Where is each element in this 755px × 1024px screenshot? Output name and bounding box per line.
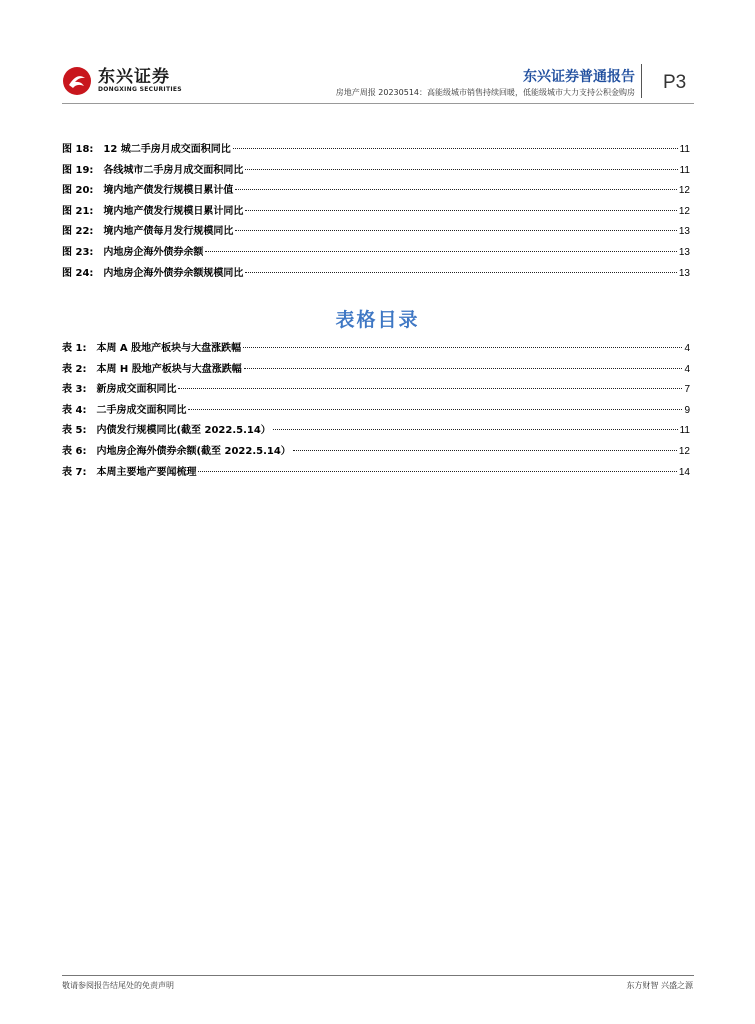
- toc-entry-page[interactable]: 11: [679, 144, 690, 155]
- toc-entry-number: 表 2:: [62, 363, 87, 375]
- figures-toc-list: [62, 140, 690, 284]
- toc-entry-number: 图 19:: [62, 164, 94, 176]
- toc-leader-dots: [244, 368, 683, 369]
- toc-entry-number: 图 21:: [62, 205, 94, 217]
- toc-entry-page[interactable]: 13: [678, 246, 690, 258]
- logo-english-name: DONGXING SECURITIES: [98, 86, 182, 93]
- toc-entry-title[interactable]: 新房成交面积同比: [96, 384, 177, 396]
- toc-entry-number: 图 22:: [62, 226, 94, 238]
- toc-leader-dots: [198, 471, 676, 472]
- report-type-title: 东兴证券普通报告: [523, 69, 635, 85]
- toc-entry-number: 图 23:: [62, 246, 94, 258]
- toc-entry-title[interactable]: 境内地产债发行规模日累计值: [103, 185, 234, 197]
- toc-entry-page[interactable]: 13: [678, 267, 690, 279]
- toc-entry-number: 表 3:: [62, 384, 87, 396]
- toc-entry-title[interactable]: 境内地产债发行规模日累计同比: [103, 205, 244, 217]
- toc-entry-number: 表 4:: [62, 404, 87, 416]
- toc-leader-dots: [235, 189, 676, 190]
- table-toc-entry[interactable]: [62, 421, 690, 442]
- table-toc-entry[interactable]: [62, 380, 690, 401]
- header-divider: [641, 64, 642, 98]
- toc-entry-title[interactable]: 本周 H 股地产板块与大盘涨跌幅: [96, 363, 242, 375]
- footer-slogan: 东方财智 兴盛之源: [626, 981, 693, 990]
- toc-entry-title[interactable]: 内债发行规模同比(截至 2022.5.14）: [96, 425, 271, 437]
- toc-entry-page[interactable]: 11: [679, 164, 690, 176]
- table-toc-entry[interactable]: [62, 360, 690, 381]
- toc-entry-title[interactable]: 内地房企海外债券余额规模同比: [103, 267, 244, 279]
- toc-entry-number: 图 20:: [62, 185, 94, 197]
- table-toc-entry[interactable]: [62, 339, 690, 360]
- toc-entry-number: 图 18:: [62, 144, 94, 155]
- toc-entry-title[interactable]: 境内地产债每月发行规模同比: [103, 226, 234, 238]
- figure-toc-entry[interactable]: [62, 161, 690, 182]
- toc-leader-dots: [245, 272, 676, 273]
- toc-entry-number: 表 7:: [62, 466, 87, 478]
- table-toc-entry[interactable]: [62, 442, 690, 463]
- toc-entry-number: 表 6:: [62, 445, 87, 457]
- tables-toc-list: [62, 339, 690, 483]
- figure-toc-entry[interactable]: [62, 181, 690, 202]
- toc-entry-title[interactable]: 12 城二手房月成交面积同比: [103, 144, 231, 155]
- tables-toc-heading: 表格目录: [335, 309, 420, 331]
- toc-leader-dots: [188, 409, 682, 410]
- toc-leader-dots: [233, 148, 678, 149]
- logo-chinese-name: 东兴证券: [98, 67, 170, 87]
- toc-entry-title[interactable]: 内地房企海外债券余额(截至 2022.5.14）: [96, 445, 291, 457]
- dongxing-logo-icon: [62, 66, 92, 96]
- toc-leader-dots: [245, 169, 677, 170]
- toc-entry-page[interactable]: 13: [678, 226, 690, 238]
- toc-leader-dots: [243, 347, 682, 348]
- toc-entry-title[interactable]: 内地房企海外债券余额: [103, 246, 204, 258]
- figure-toc-entry[interactable]: [62, 264, 690, 285]
- figure-toc-entry[interactable]: [62, 140, 690, 161]
- toc-entry-title[interactable]: 本周主要地产要闻梳理: [96, 466, 197, 478]
- toc-entry-title[interactable]: 各线城市二手房月成交面积同比: [103, 164, 244, 176]
- toc-entry-title[interactable]: 二手房成交面积同比: [96, 404, 187, 416]
- disclaimer-note: 敬请参阅报告结尾处的免责声明: [62, 981, 174, 990]
- toc-leader-dots: [293, 450, 677, 451]
- toc-entry-page[interactable]: 12: [678, 185, 690, 197]
- toc-entry-page[interactable]: 11: [679, 425, 690, 437]
- page-number: P3: [663, 72, 687, 93]
- toc-entry-page[interactable]: 4: [684, 343, 690, 354]
- toc-entry-number: 表 1:: [62, 343, 87, 354]
- report-subtitle: 房地产周报 20230514：高能级城市销售持续回暖，低能级城市大力支持公积金购房: [335, 88, 635, 97]
- toc-leader-dots: [245, 210, 676, 211]
- toc-entry-number: 图 24:: [62, 267, 94, 279]
- toc-leader-dots: [178, 388, 682, 389]
- toc-entry-number: 表 5:: [62, 425, 87, 437]
- toc-leader-dots: [205, 251, 676, 252]
- footer-rule: [62, 975, 694, 976]
- table-toc-entry[interactable]: [62, 401, 690, 422]
- page-header: [0, 0, 755, 110]
- table-toc-entry[interactable]: [62, 463, 690, 484]
- company-logo: [62, 66, 182, 96]
- toc-entry-page[interactable]: 9: [684, 404, 690, 416]
- toc-leader-dots: [273, 429, 678, 430]
- header-rule: [62, 103, 694, 104]
- figure-toc-entry[interactable]: [62, 222, 690, 243]
- toc-entry-page[interactable]: 12: [678, 445, 690, 457]
- toc-leader-dots: [235, 230, 676, 231]
- figure-toc-entry[interactable]: [62, 202, 690, 223]
- toc-entry-page[interactable]: 14: [678, 466, 690, 478]
- toc-entry-page[interactable]: 12: [678, 205, 690, 217]
- toc-entry-page[interactable]: 4: [684, 363, 690, 375]
- toc-entry-title[interactable]: 本周 A 股地产板块与大盘涨跌幅: [96, 343, 242, 354]
- toc-entry-page[interactable]: 7: [684, 384, 690, 396]
- figure-toc-entry[interactable]: [62, 243, 690, 264]
